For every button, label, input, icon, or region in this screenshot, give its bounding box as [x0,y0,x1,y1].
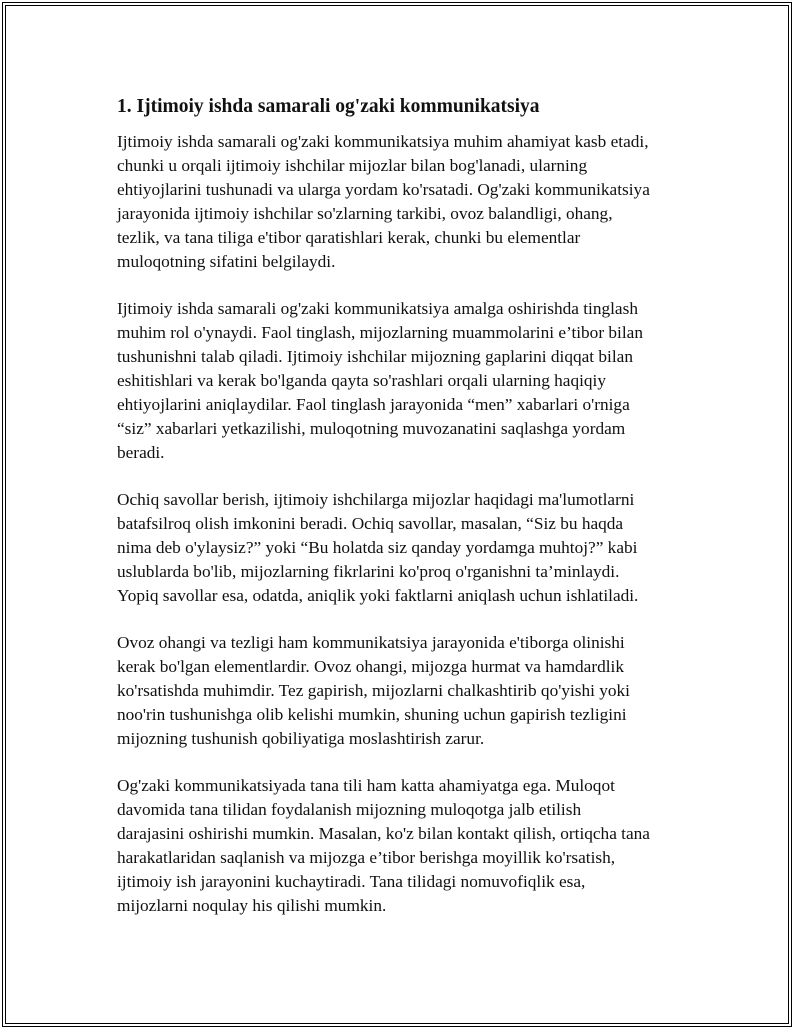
paragraph-3 [117,488,697,608]
paragraph-4 [117,631,697,751]
paragraph-line: ehtiyojlarini tushunadi va ularga yordam ko'rsatadi. Og'zaki kommunikatsiya [117,180,650,199]
paragraph-line: tezlik, va tana tiliga e'tibor qaratishlari kerak, chunki bu elementlar [117,228,581,247]
paragraph-line: batafsilroq olish imkonini beradi. Ochiq savollar, masalan, “Siz bu haqda [117,514,624,533]
paragraph-line: Yopiq savollar esa, odatda, aniqlik yoki faktlarni aniqlash uchun ishlatiladi. [117,586,639,605]
document-body [117,94,697,941]
paragraph-line: jarayonida ijtimoiy ishchilar so'zlarning tarkibi, ovoz balandligi, ohang, [117,204,613,223]
paragraph-line: nima deb o'ylaysiz?” yoki “Bu holatda siz qanday yordamga muhtoj?” kabi [117,538,638,557]
document-title: 1. Ijtimoiy ishda samarali og'zaki kommunikatsiya [117,96,540,117]
paragraph-line: mijozning tushunish qobiliyatiga moslashtirish zarur. [117,729,485,748]
paragraph-line: muhim rol o'ynaydi. Faol tinglash, mijozlarning muammolarini e’tibor bilan [117,323,643,342]
paragraph-line: harakatlaridan saqlanish va mijozga e’tibor berishga moyillik ko'rsatish, [117,848,616,867]
paragraph-line: davomida tana tilidan foydalanish mijozning muloqotga jalb etilish [117,800,582,819]
paragraph-2 [117,297,697,465]
paragraph-line: noo'rin tushunishga olib kelishi mumkin, shuning uchun gapirish tezligini [117,705,627,724]
paragraph-line: Ovoz ohangi va tezligi ham kommunikatsiya jarayonida e'tiborga olinishi [117,633,625,652]
paragraph-line: eshitishlari va kerak bo'lganda qayta so'rashlari orqali ularning haqiqiy [117,371,606,390]
paragraph-line: Ijtimoiy ishda samarali og'zaki kommunikatsiya amalga oshirishda tinglash [117,299,638,318]
paragraph-line: muloqotning sifatini belgilaydi. [117,252,336,271]
paragraph-line: “siz” xabarlari yetkazilishi, muloqotning muvozanatini saqlashga yordam [117,419,626,438]
paragraph-line: ko'rsatishda muhimdir. Tez gapirish, mijozlarni chalkashtirib qo'yishi yoki [117,681,630,700]
paragraph-1 [117,130,697,274]
paragraph-line: tushunishni talab qiladi. Ijtimoiy ishchilar mijozning gaplarini diqqat bilan [117,347,633,366]
paragraph-line: Ijtimoiy ishda samarali og'zaki kommunikatsiya muhim ahamiyat kasb etadi, [117,132,649,151]
paragraph-5 [117,774,697,918]
paragraph-list [117,130,697,918]
paragraph-line: Og'zaki kommunikatsiyada tana tili ham katta ahamiyatga ega. Muloqot [117,776,615,795]
paragraph-line: ehtiyojlarini aniqlaydilar. Faol tinglash jarayonida “men” xabarlari o'rniga [117,395,630,414]
paragraph-line: Ochiq savollar berish, ijtimoiy ishchilarga mijozlar haqidagi ma'lumotlarni [117,490,635,509]
paragraph-line: mijozlarni noqulay his qilishi mumkin. [117,896,387,915]
paragraph-line: kerak bo'lgan elementlardir. Ovoz ohangi, mijozga hurmat va hamdardlik [117,657,624,676]
paragraph-line: ijtimoiy ish jarayonini kuchaytiradi. Tana tilidagi nomuvofiqlik esa, [117,872,586,891]
paragraph-line: uslublarda bo'lib, mijozlarning fikrlarini ko'proq o'rganishni ta’minlaydi. [117,562,620,581]
paragraph-line: chunki u orqali ijtimoiy ishchilar mijozlar bilan bog'lanadi, ularning [117,156,588,175]
paragraph-line: beradi. [117,443,165,462]
paragraph-line: darajasini oshirishi mumkin. Masalan, ko'z bilan kontakt qilish, ortiqcha tana [117,824,650,843]
